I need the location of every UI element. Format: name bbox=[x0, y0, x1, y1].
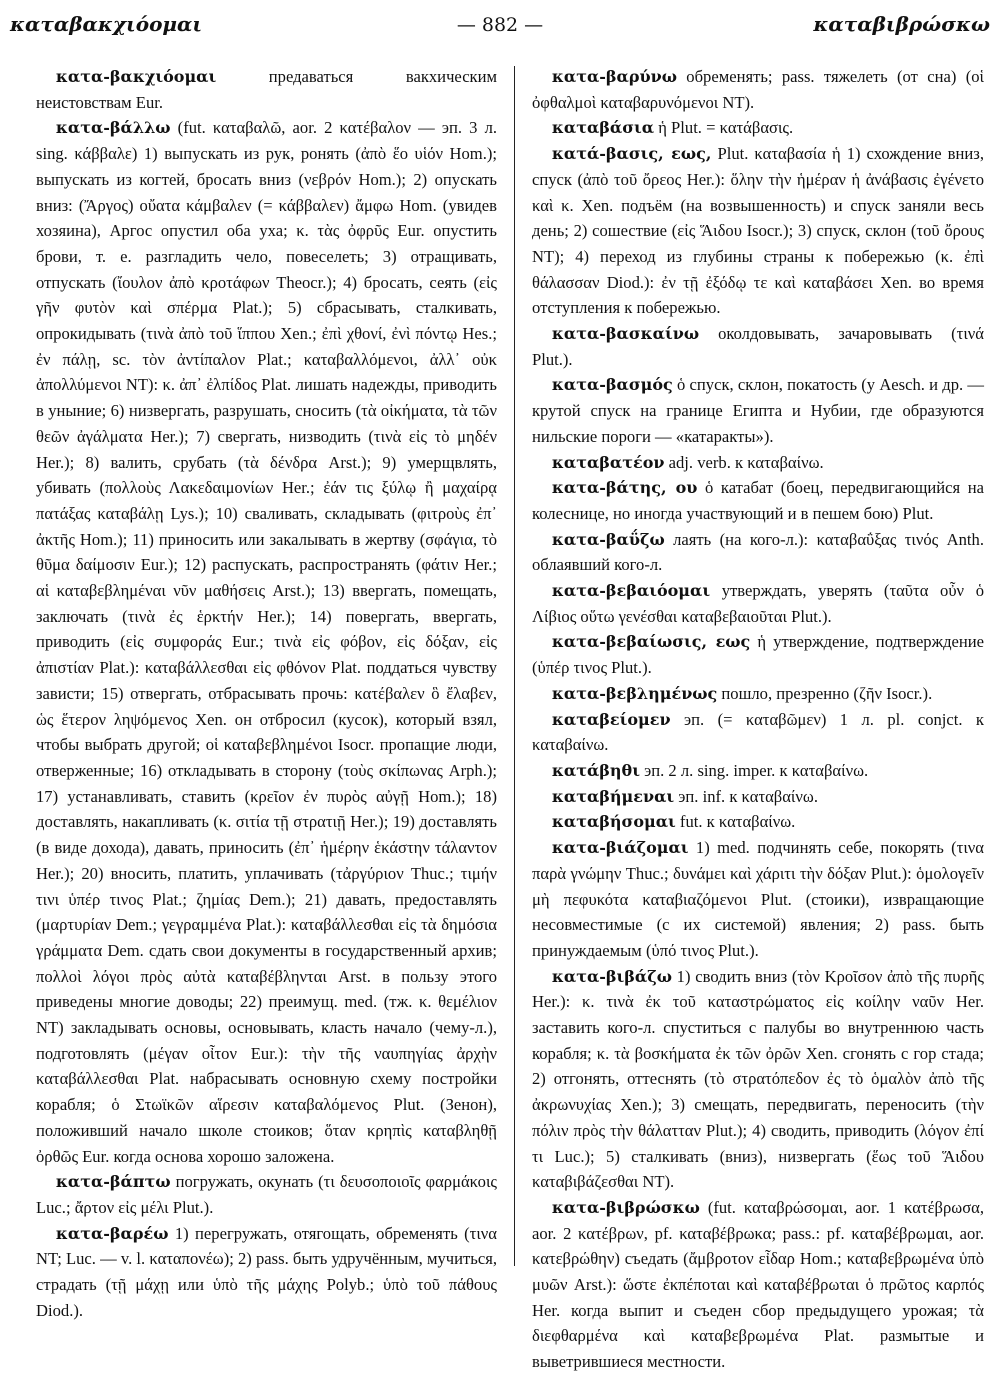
dictionary-entry bbox=[532, 321, 984, 372]
headword: κατα-βεβαίωσις, εως bbox=[551, 632, 751, 652]
headword: καταβείομεν bbox=[551, 709, 671, 729]
definition: adj. verb. к καταβαίνω. bbox=[664, 452, 824, 472]
headword: κατα-βάπτω bbox=[55, 1172, 171, 1192]
dictionary-entry bbox=[36, 1169, 497, 1220]
dictionary-entry bbox=[532, 1195, 984, 1375]
dictionary-entry bbox=[532, 64, 984, 115]
definition: эп. (= καταβῶμεν) 1 л. pl. conjct. к καταβαίνω. bbox=[532, 709, 984, 755]
headword: κατά-βασις, εως, bbox=[551, 144, 712, 164]
dictionary-entry bbox=[36, 64, 497, 115]
dictionary-entry bbox=[532, 835, 984, 964]
dictionary-entry bbox=[36, 1221, 497, 1324]
dictionary-entry bbox=[532, 707, 984, 758]
definition: ὁ катабат (боец, передвигающийся на колеснице, но иногда участвующий и в пешем бою) Plut. bbox=[532, 478, 984, 523]
definition: эп. inf. к καταβαίνω. bbox=[674, 786, 818, 806]
definition: околдовывать, зачаровывать (τινά Plut.). bbox=[532, 324, 984, 369]
dictionary-entry bbox=[532, 809, 984, 835]
definition: лаять (на кого-л.): καταβαΰξας τινός Anth. облаявший кого-л. bbox=[532, 529, 984, 575]
definition: эп. 2 л. sing. imper. к καταβαίνω. bbox=[639, 760, 869, 780]
definition: (fut. καταβαλῶ, aor. 2 κατέβαλον — эп. 3 л. sing. κάββαλε) 1) выпускать из рук, ронять (ἀπὸ ἕο υἱόν Hom.); выпускать из когтей, бросать вниз (νεβρόν Hom.); 2) опускать вниз: (Ἄργος) οὔατα κάμβαλεν (= κάββαλεν) ἄμφω Hom. (увидев хозяина), Аргос опустил оба уха; κ. τὰς ὀφρῦς Eur. опустить брови, т. е. разгладить чело, повеселеть; 3) отращивать, отпускать (ἴουλον ἀπὸ κροτάφων Theocr.); 4) бросать, сеять (εἰς γῆν φυτὸν καὶ σπέρμα Plat.); 5) сбрасывать, сталкивать, опрокидывать (τινὰ ἀπὸ τοῦ ἵππου Xen.; ἐπὶ χθονί, ἐνὶ πόντῳ Hes.; ἐν πάλῃ, sc. τὸν ἀντίπαλον Plat.; καταβαλλόμενοι, ἀλλ᾽ οὐκ ἀπολλύμενοι NT): κ. ἀπ᾽ ἐλπίδος Plat. лишать надежды, приводить в уныние; 6) низвергать, разрушать, сносить (τὰ οἰκήματα, τὰ τῶν θεῶν ἀγάλματα Her.); 7) свергать, низводить (τινὰ εἰς τὸ μηδέν Her.); 8) валить, срубать (τὰ δένδρα Arst.); 9) умерщвлять, убивать (πολλοὺς Λακεδαιμονίων Her.; ἐάν τις ξύλῳ ἢ μαχαίρᾳ πατάξας καταβάλῃ Lys.); 10) сваливать, складывать (φιτροὺς ἐπ᾽ ἀκτῆς Hom.); 11) приносить или закалывать в жертву (σφάγια, τὸ θῦμα δαίμοσιν Eur.); 12) распускать, распространять (φάτιν Her.; αἱ καταβεβλημέναι νῦν μαθήσεις Arst.); 13) ввергать, помещать, заключать (τινὰ ἐς ἑρκτήν Her.); 14) повергать, ввергать, приводить (εἰς συμφοράς Eur.; τινὰ εἰς φόβον, εἰς δόξαν, εἰς ἀπιστίαν Plat.): καταβάλλεσθαι εἰς φθόνον Plat. поддаться чувству зависти; 15) отвергать, отбрасывать прочь: κατέβαλεν ὃ ἔλαβεν, ὡς ἕτερον ληψόμενος Xen. он отбросил (кусок), который взял, чтобы выбрать другой; οἱ καταβεβλημένοι Isocr. пропащие люди, отверженные; 16) откладывать в сторону (τοὺς σκίπωνας Arph.); 17) устанавливать, ставить (κρεῖον ἐν πυρὸς αὐγῇ Hom.); 18) доставлять, накапливать (κ. σιτία τῇ στρατιῇ Her.); 19) доставлять (в виде дохода), давать, приносить (ἐπ᾽ ἡμέρην ἑκάστην τάλαντον Her.); 20) вносить, платить, уплачивать (τἀργύριον Thuc.; τιμήν τινι ὑπέρ τινος Plat.; ζημίας Dem.); 21) давать, предоставлять (μαρτυρίαν Dem.; γεγραμμένα Plat.): καταβάλλεσθαι εἰς τὰ δημόσια γράμματα Dem. сдать свои документы в государственный архив; πολλοὶ λόγοι πρὸς αὐτὰ καταβέβληνται Arst. в пользу этого приведены многие доводы; 22) преимущ. med. (тж. κ. θεμέλιον NT) закладывать основы, основывать, класть начало (чему-л.), подготовлять (μέγαν οἶτον Eur.): τὴν τῆς ναυπηγίας ἀρχὴν καταβάλλεσθαι Plat. набрасывать основную схему постройки корабля; ὁ Στωϊκῶν αἵρεσιν καταβαλόμενος Plut. (Зенон), положивший начало школе стоиков; ὅταν κρηπὶς καταβληθῇ ὀρθῶς Eur. когда основа хорошо заложена. bbox=[36, 118, 497, 1166]
page-header bbox=[10, 10, 990, 44]
left-column bbox=[36, 64, 497, 1320]
definition: fut. к καταβαίνω. bbox=[675, 812, 796, 832]
dictionary-entry bbox=[532, 115, 984, 141]
definition: ὁ спуск, склон, покатость (у Aesch. и др. — крутой спуск на границе Египта и Нубии, где образуются нильские пороги — «катаракты»). bbox=[532, 375, 984, 446]
column-divider bbox=[514, 66, 515, 1266]
headword: κατα-βιάζομαι bbox=[551, 838, 689, 858]
headword: κατα-βάτης, ου bbox=[551, 478, 698, 498]
definition: утверждать, уверять (ταῦτα οὖν ὁ Λίβιος οὕτω γενέσθαι καταβεβαιοῦται Plut.). bbox=[532, 581, 984, 626]
headword: κατα-βάλλω bbox=[55, 118, 171, 138]
dictionary-entry bbox=[532, 758, 984, 784]
headword: κατα-βακχιόομαι bbox=[55, 67, 217, 86]
headword: καταβατέον bbox=[551, 452, 665, 472]
dictionary-entry bbox=[532, 141, 984, 321]
definition: (fut. καταβρώσομαι, aor. 1 κατέβρωσα, aor. 2 κατέβρων, pf. καταβέβρωκα; pass.: pf. καταβέβρωμαι, aor. κατεβρώθην) съедать (ἄμβροτον εἶδαρ Hom.; καταβεβρωμένα ὑπὸ μυῶν Arst.): ὥστε ἐκπέποται καὶ καταβέβρωται ὁ πρῶτος καρπός Her. когда выпит и съеден сбор предыдущего урожая; τὰ διεφθαρμένα καὶ καταβεβρωμένα Plat. размытые и выветрившиеся местности. bbox=[532, 1197, 984, 1372]
definition: ἡ утверждение, подтверждение (ὑπέρ τινος Plut.). bbox=[532, 632, 985, 678]
definition: Plut. καταβασία ἡ 1) схождение вниз, спуск (ἀπὸ τοῦ ὄρεος Her.): ὅλην τὴν ἡμέραν ἡ ἀνάβασις ἐγένετο καὶ κ. Xen. подъём (на возвышенность) и спуск заняли весь день; 2) сошествие (εἰς Ἅιδου Isocr.); 3) спуск, склон (τοῦ ὄρους NT); 4) переход из глубины страны к побережью (κ. ἐπὶ θάλασσαν Diod.): ἐν τῇ ἐξόδῳ τε καὶ καταβάσει Xen. во время отступления к побережью. bbox=[532, 144, 984, 318]
dictionary-entry bbox=[532, 372, 984, 449]
headword: καταβάσια bbox=[551, 118, 655, 138]
dictionary-entry bbox=[532, 629, 984, 680]
headword: κατα-βασμός bbox=[551, 375, 673, 395]
definition: обременять; pass. тяжелеть (от сна) (οἱ ὀφθαλμοὶ καταβαρυνόμενοι NT). bbox=[532, 67, 984, 112]
dictionary-entry bbox=[532, 578, 984, 629]
dictionary-entry bbox=[532, 527, 984, 578]
definition: предаваться вакхическим неистовствам Eur. bbox=[36, 67, 497, 112]
dictionary-entry bbox=[36, 115, 497, 1169]
definition: 1) перегружать, отягощать, обременять (τινα NT; Luc. — v. l. καταπονέω); 2) pass. быть удручённым, мучиться, страдать (τῇ μάχῃ или ὑπὸ τῆς μάχης Polyb.; ὑπὸ τοῦ πάθους Diod.). bbox=[36, 1223, 497, 1320]
dictionary-entry bbox=[532, 475, 984, 526]
definition: ἡ Plut. = κατάβασις. bbox=[654, 118, 794, 138]
dictionary-entry bbox=[532, 681, 984, 707]
dictionary-entry bbox=[532, 450, 984, 476]
definition: 1) сводить вниз (τὸν Κροῖσον ἀπὸ τῆς πυρῆς Her.): κ. τινὰ ἐκ τοῦ καταστρώματος εἰς κοίλην ναῦν Her. заставить кого-л. спуститься с палубы во внутреннюю часть корабля; κ. τὰ βοσκήματα ἐκ τῶν ὀρῶν Xen. сгонять с гор стада; 2) отгонять, оттеснять (τὸ στρατόπεδον ἐς τὸ ὁμαλὸν ἀπὸ τῆς ἀκρωνυχίας Xen.); 3) смещать, передвигать, переносить (τὴν πόλιν πρὸς τὴν θάλατταν Plut.); 4) сводить, приводить (λόγον ἐπί τι Luc.); 5) сталкивать (вниз), низвергать (ἕως τοῦ Ἅιδου καταβιβάζεσθαι NT). bbox=[532, 966, 984, 1192]
headword: κατα-βεβαιόομαι bbox=[551, 581, 711, 601]
definition: погружать, окунать (τι δευσοποιοῖς φαρμάκοις Luc.; ἄρτον εἰς μέλι Plut.). bbox=[36, 1172, 497, 1217]
definition: пошло, презренно (ζῆν Isocr.). bbox=[717, 683, 933, 703]
dictionary-entry bbox=[532, 964, 984, 1195]
headword: καταβήμεναι bbox=[551, 786, 675, 806]
dictionary-entry bbox=[532, 784, 984, 810]
headword: κατα-βαρέω bbox=[55, 1223, 169, 1243]
header-left-guideword: καταβακχιόομαι bbox=[10, 12, 203, 36]
header-right-guideword: καταβιβρώσκω bbox=[813, 12, 990, 36]
definition: 1) med. подчинять себе, покорять (τινα παρὰ γνώμην Thuc.; δυνάμει καὶ χάριτι τὴν δόξαν Plut.): ὁμολογεῖν μὴ πεφυκότα καταβιαζόμενοι Plut. (стоики), извращающие несовместимые (с их системой) явления; 2) pass. быть принуждаемым (ὑπό τινος Plut.). bbox=[532, 838, 984, 960]
headword: κατα-βαρύνω bbox=[551, 67, 677, 86]
headword: κατα-βαΰζω bbox=[551, 529, 665, 549]
headword: κατάβηθι bbox=[551, 760, 640, 780]
headword: κατα-βασκαίνω bbox=[551, 324, 700, 344]
headword: κατα-βιβάζω bbox=[551, 966, 672, 986]
headword: κατα-βεβλημένως bbox=[551, 683, 718, 703]
headword: κατα-βιβρώσκω bbox=[551, 1197, 700, 1217]
headword: καταβήσομαι bbox=[551, 812, 676, 832]
page-number: — 882 — bbox=[456, 14, 544, 36]
right-column bbox=[532, 64, 985, 1372]
